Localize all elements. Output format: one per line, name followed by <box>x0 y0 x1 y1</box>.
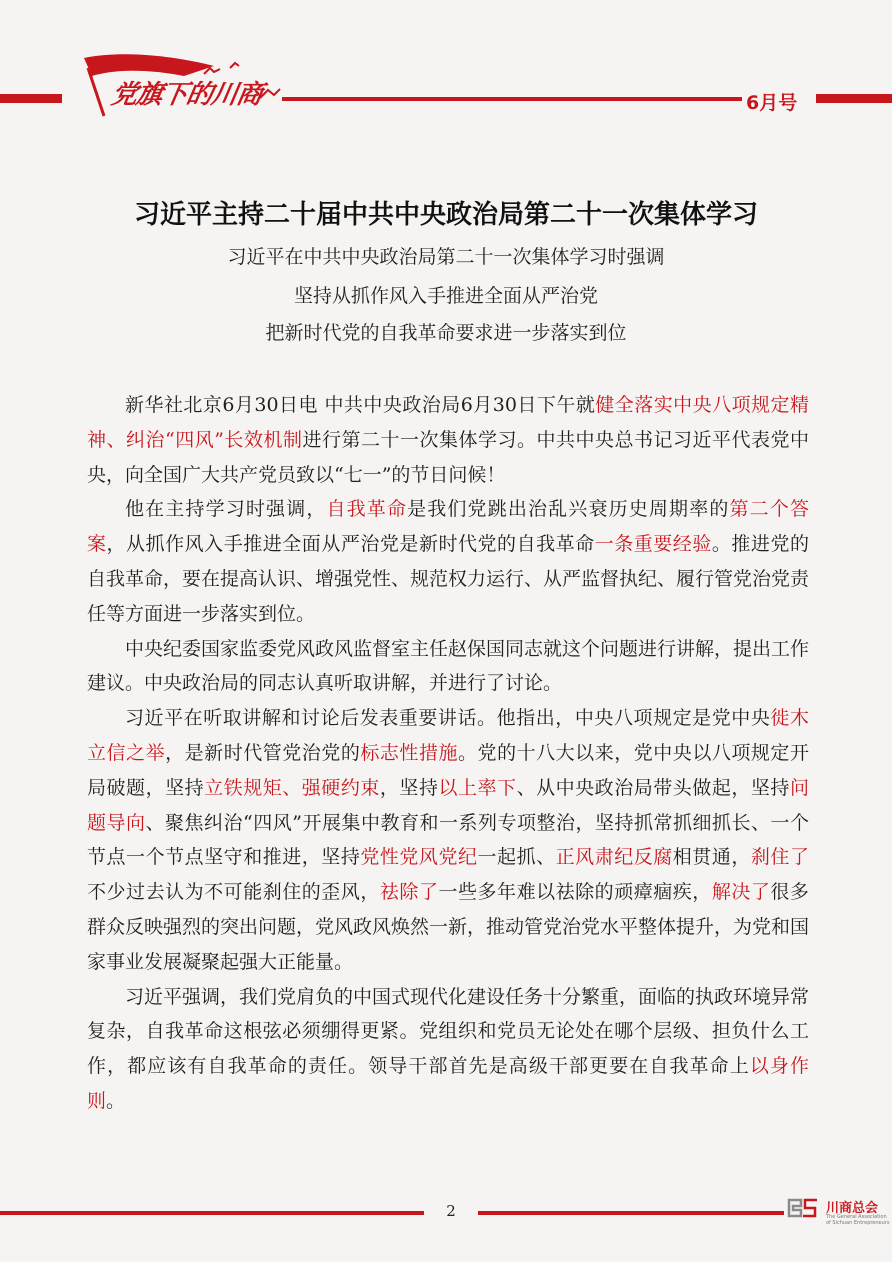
paragraph-text: 、聚焦纠治“四风”开展集中教育和一系列专项整治，坚持抓常抓细抓长、一个节点一个节点坚守和推进，坚持 <box>87 811 809 869</box>
body-paragraph <box>87 632 809 702</box>
paragraph-text: 进行第二十一次集体学习。中共中央总书记习近平代表党中央，向全国广大共产党员致以“七一”的节日问候！ <box>87 428 809 486</box>
paragraph-text: ，是新时代管党治党的 <box>165 741 361 764</box>
paragraph-text: ，从抓作风入手推进全面从严治党是新时代党的自我革命 <box>106 533 595 556</box>
paragraph-text: 一些多年难以祛除的顽瘴痼疾， <box>438 881 712 904</box>
paragraph-text: 相贯通， <box>672 846 751 869</box>
highlighted-phrase: 祛除了 <box>379 881 439 904</box>
header-rule-middle <box>282 97 742 101</box>
paragraph-text: ，坚持 <box>379 776 439 799</box>
header-rule-right <box>816 94 892 103</box>
highlighted-phrase: 党性党风党纪 <box>360 846 478 869</box>
paragraph-text: 一起抓、 <box>477 846 556 869</box>
paragraph-text: 是我们党跳出治乱兴衰历史周期率的 <box>407 498 730 521</box>
header-rule-left <box>0 94 62 103</box>
paragraph-text: 他在主持学习时强调， <box>125 498 327 521</box>
paragraph-text: 、从中央政治局带头做起，坚持 <box>516 776 790 799</box>
paragraph-text: 。推进党的自我革命，要在提高认识、增强党性、规范权力运行、从严监督执纪、履行管党治党责任等方面进一步落实到位。 <box>87 533 810 625</box>
association-logo-icon <box>786 1194 820 1222</box>
highlighted-phrase: 健全落实中央八项规定精神、纠治“四风”长效机制 <box>87 394 809 451</box>
paragraph-text: 新华社北京6月30日电 中共中央政治局6月30日下午就 <box>125 394 596 416</box>
paragraph-text: 习近平强调，我们党肩负的中国式现代化建设任务十分繁重，面临的执政环境异常复杂，自我革命这根弦必须绷得更紧。党组织和党员无论处在哪个层级、担负什么工作，都应该有自我革命的责任。领导干部首先是高级干部更要在自我革命上 <box>87 985 810 1078</box>
article-subtitle: 把新时代党的自我革命要求进一步落实到位 <box>265 322 627 344</box>
highlighted-phrase: 问题导向 <box>87 776 809 834</box>
paragraph-text: 很多群众反映强烈的突出问题，党风政风焕然一新，推动管党治党水平整体提升，为党和国家事业发展凝聚起强大正能量。 <box>87 881 810 973</box>
article-body <box>87 388 809 1119</box>
issue-label: 6月号 <box>746 92 798 114</box>
highlighted-phrase: 以身作则 <box>87 1055 809 1112</box>
body-paragraph <box>87 492 809 631</box>
highlighted-phrase: 以上率下 <box>438 776 517 799</box>
highlighted-phrase: 自我革命 <box>326 498 408 521</box>
paragraph-text: 。党的十八大以来，党中央以八项规定开局破题，坚持 <box>87 741 809 799</box>
highlighted-phrase: 一条重要经验 <box>594 533 712 556</box>
body-paragraph <box>87 701 809 979</box>
article-title: 习近平主持二十届中共中央政治局第二十一次集体学习 <box>133 200 758 230</box>
paragraph-text: 中央纪委国家监委党风政风监督室主任赵保国同志就这个问题进行讲解，提出工作建议。中央政治局的同志认真听取讲解，并进行了讨论。 <box>87 637 810 695</box>
article-subtitle: 坚持从抓作风入手推进全面从严治党 <box>293 285 598 307</box>
body-paragraph <box>87 980 809 1119</box>
paragraph-text: 习近平在听取讲解和讨论后发表重要讲话。他指出，中央八项规定是党中央 <box>125 707 771 730</box>
association-english-name: The General Association of Sichuan Entrepreneurs <box>826 1214 890 1226</box>
highlighted-phrase: 标志性措施 <box>360 741 459 764</box>
body-paragraph <box>87 388 809 492</box>
highlighted-phrase: 徙木立信之举 <box>87 707 809 764</box>
logo-text: 党旗下的川商 <box>108 80 265 110</box>
footer-rule-right <box>478 1211 784 1215</box>
highlighted-phrase: 立铁规矩、强硬约束 <box>204 776 380 799</box>
highlighted-phrase: 刹住了 <box>750 846 809 869</box>
article-subtitle: 习近平在中共中央政治局第二十一次集体学习时强调 <box>227 246 665 268</box>
page-number: 2 <box>446 1202 456 1220</box>
association-name: 川商总会 <box>826 1201 879 1216</box>
highlighted-phrase: 正风肃纪反腐 <box>555 846 673 869</box>
highlighted-phrase: 解决了 <box>711 881 771 904</box>
highlighted-phrase: 第二个答案 <box>87 498 809 556</box>
footer-rule-left <box>0 1211 424 1215</box>
paragraph-text: 不少过去认为不可能刹住的歪风， <box>87 881 380 904</box>
paragraph-text: 。 <box>106 1089 126 1112</box>
